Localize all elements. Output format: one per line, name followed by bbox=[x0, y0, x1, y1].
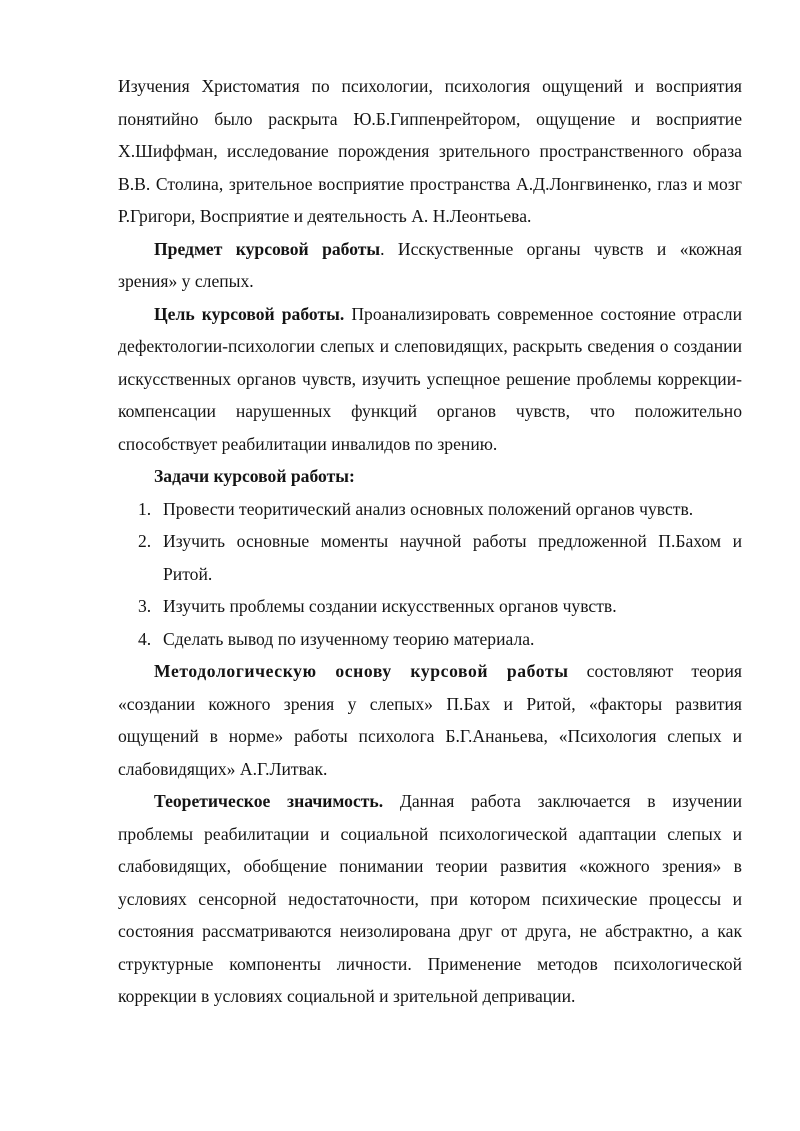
methodology-text: состовляют теория «создании кожного зрения у слепых» П.Бах и Ритой, «факторы развития ощущений в норме» работы психолога Б.Г.Ананьева, «Психология слепых и слабовидящих» А.Г.Литвак. bbox=[118, 661, 742, 779]
goal-heading: Цель курсовой работы. bbox=[154, 303, 345, 324]
goal-paragraph bbox=[118, 298, 742, 461]
subject-heading: Предмет курсовой работы bbox=[154, 238, 381, 259]
document-page bbox=[118, 70, 742, 1013]
goal-text: Проанализировать современное состояние отрасли дефектологии-психологии слепых и слеповидящих, раскрыть сведения о создании искусственных органов чувств, изучить успещное решение проблемы коррекции-компенсации нарушенных функций органов чувств, что положительно способствует реабилитации инвалидов по зрению. bbox=[118, 303, 742, 454]
list-item bbox=[118, 623, 742, 656]
intro-paragraph bbox=[118, 70, 742, 233]
significance-paragraph bbox=[118, 785, 742, 1013]
list-item-text: Провести теоритический анализ основных положений органов чувств. bbox=[163, 498, 694, 519]
list-item-text: Сделать вывод по изученному теорию материала. bbox=[163, 628, 535, 649]
list-item-text: Изучить проблемы создании искусственных органов чувств. bbox=[163, 596, 617, 616]
methodology-heading: Методологическую основу курсовой работы bbox=[154, 661, 569, 681]
tasks-heading: Задачи курсовой работы: bbox=[154, 466, 355, 486]
list-item bbox=[118, 590, 742, 623]
tasks-list bbox=[118, 493, 742, 656]
significance-heading: Теоретическое значимость. bbox=[154, 791, 384, 811]
list-item bbox=[118, 493, 742, 526]
methodology-paragraph bbox=[118, 655, 742, 785]
significance-text: Данная работа заключается в изучении проблемы реабилитации и социальной психологической адаптации слепых и слабовидящих, обобщение понимании теории развития «кожного зрения» в условиях сенсорной недостаточности, при котором психические процессы и состояния рассматриваются неизолирована друг от друга, не абстрактно, а как структурные компоненты личности. Применение методов психологической коррекции в условиях социальной и зрительной депривации. bbox=[118, 791, 742, 1006]
intro-text: Изучения Христоматия по психологии, психология ощущений и восприятия понятийно было раскрыта Ю.Б.Гиппенрейтором, ощущение и восприятие Х.Шиффман, исследование порождения зрительного пространственного образа В.В. Столина, зрительное восприятие пространства А.Д.Лонгвиненко, глаз и мозг Р.Григори, Восприятие и деятельность А. Н.Леонтьева. bbox=[118, 76, 742, 226]
subject-paragraph bbox=[118, 233, 742, 298]
list-item bbox=[118, 525, 742, 590]
list-item-text: Изучить основные моменты научной работы предложенной П.Бахом и Ритой. bbox=[163, 531, 742, 584]
list-item-number: 4. bbox=[138, 628, 152, 649]
list-item-number: 1. bbox=[138, 498, 152, 519]
subject-text: . Исскуственные органы чувств и «кожная зрения» у слепых. bbox=[118, 238, 742, 291]
list-item-number: 2. bbox=[138, 531, 152, 551]
list-item-number: 3. bbox=[138, 596, 152, 616]
